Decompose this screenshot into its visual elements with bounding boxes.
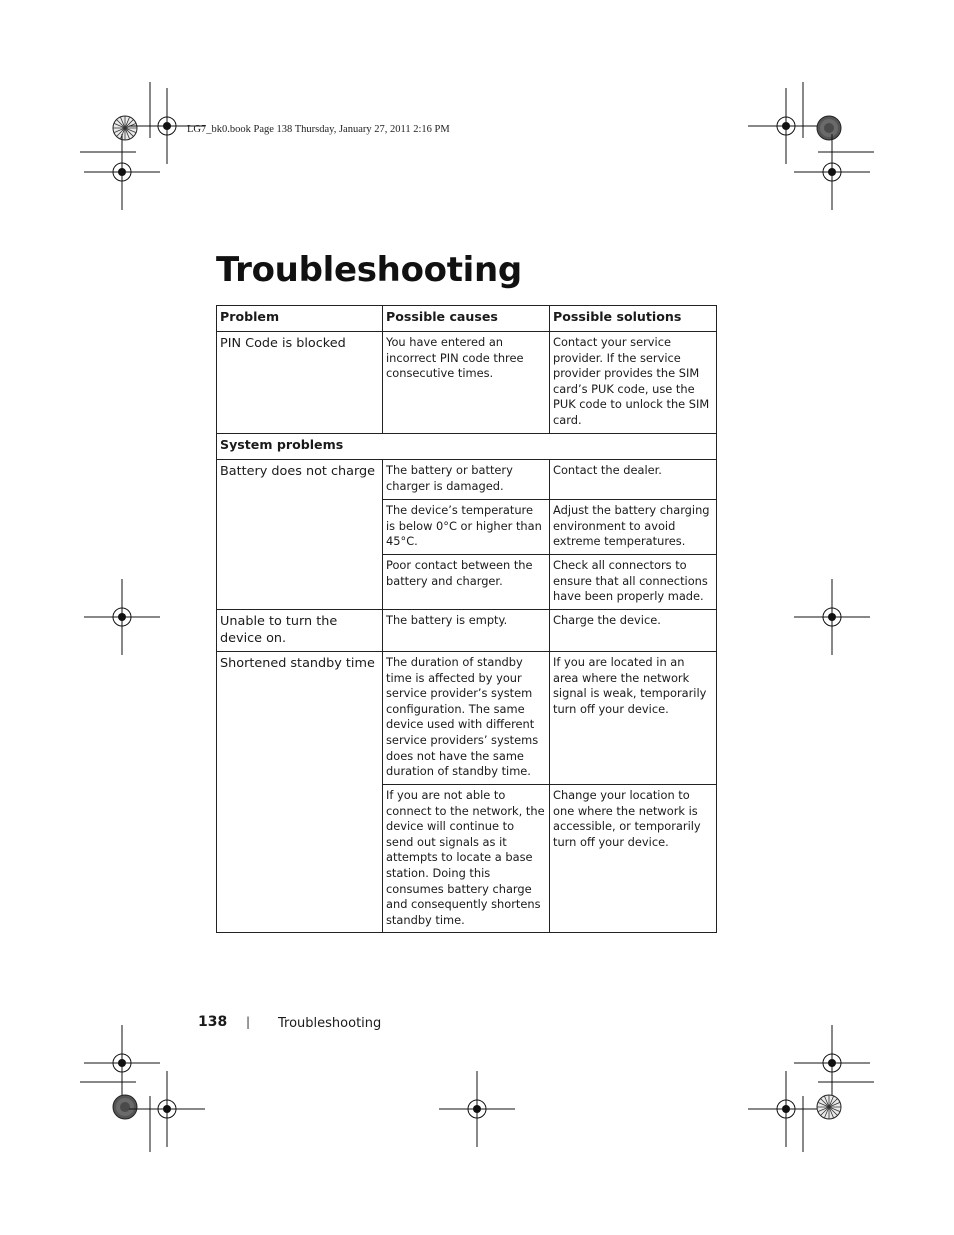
print-header: LG7_bk0.book Page 138 Thursday, January 27, 2011 2:16 PM (187, 124, 450, 135)
table-row (217, 610, 717, 652)
column-header-problem: Problem (217, 306, 383, 332)
cause-cell: Poor contact between the battery and charger. (383, 555, 550, 610)
solution-cell: Check all connectors to ensure that all connections have been properly made. (550, 555, 717, 610)
table-header-row (217, 306, 717, 332)
solution-cell: Charge the device. (550, 610, 717, 652)
solution-cell: Adjust the battery charging environment to avoid extreme temperatures. (550, 500, 717, 555)
column-header-solutions: Possible solutions (550, 306, 717, 332)
problem-cell: Battery does not charge (217, 460, 383, 610)
solution-cell: If you are located in an area where the network signal is weak, temporarily turn off your device. (550, 652, 717, 785)
footer-separator: | (246, 1015, 251, 1029)
solution-cell: Contact your service provider. If the service provider provides the SIM card’s PUK code, use the PUK code to unlock the SIM card. (550, 332, 717, 434)
column-header-causes: Possible causes (383, 306, 550, 332)
section-row (217, 434, 717, 460)
solution-cell: Change your location to one where the network is accessible, or temporarily turn off your device. (550, 785, 717, 933)
cause-cell: The device’s temperature is below 0°C or higher than 45°C. (383, 500, 550, 555)
troubleshooting-table (216, 305, 717, 933)
table-row (217, 652, 717, 785)
solution-cell: Contact the dealer. (550, 460, 717, 500)
table-row (217, 460, 717, 500)
cause-cell: You have entered an incorrect PIN code three consecutive times. (383, 332, 550, 434)
page-number: 138 (198, 1014, 228, 1030)
cause-cell: The battery is empty. (383, 610, 550, 652)
table-row (217, 332, 717, 434)
problem-cell: PIN Code is blocked (217, 332, 383, 434)
problem-cell: Shortened standby time (217, 652, 383, 933)
footer-section-title: Troubleshooting (278, 1016, 382, 1031)
section-heading: System problems (217, 434, 717, 460)
cause-cell: The duration of standby time is affected by your service provider’s system configuration. The same device used with different service providers’ systems does not have the same duration of standby time. (383, 652, 550, 785)
cause-cell: The battery or battery charger is damaged. (383, 460, 550, 500)
page-title: Troubleshooting (216, 250, 522, 290)
problem-cell: Unable to turn the device on. (217, 610, 383, 652)
cause-cell: If you are not able to connect to the network, the device will continue to send out signals as it attempts to locate a base station. Doing this consumes battery charge and consequently shortens standby time. (383, 785, 550, 933)
